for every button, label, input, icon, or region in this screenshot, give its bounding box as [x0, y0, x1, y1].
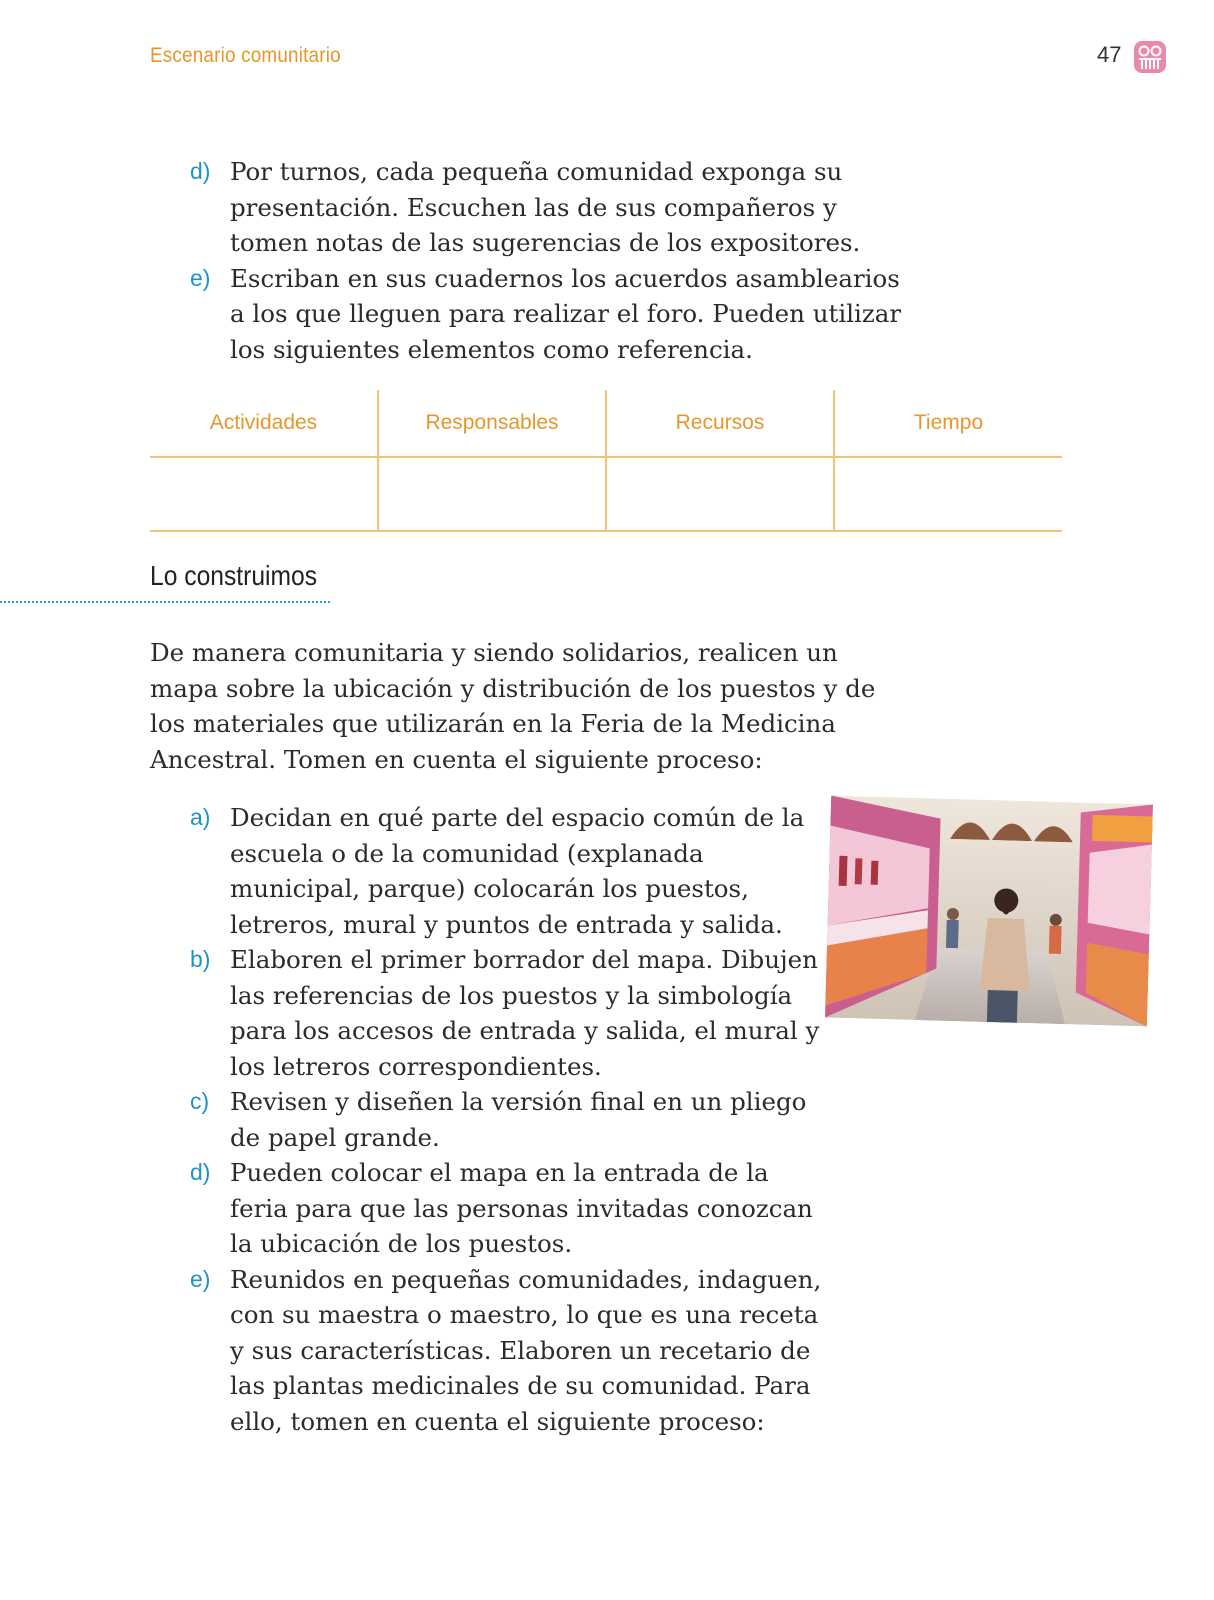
list-marker: d) [190, 158, 211, 184]
planning-table [150, 390, 1062, 532]
list-item [190, 1084, 830, 1155]
list-item [190, 800, 830, 942]
table-cell [150, 457, 378, 531]
list-item-text: Pueden colocar el mapa en la entrada de la feria para que las personas invitadas conozcan la ubicación de los puestos. [230, 1158, 813, 1258]
list-item [190, 942, 830, 1084]
table-cell [834, 457, 1062, 531]
table-cell [606, 457, 834, 531]
table-header-activities: Actividades [150, 390, 378, 457]
page-number: 47 [1097, 42, 1122, 67]
section-divider [0, 601, 330, 603]
section-intro: De manera comunitaria y siendo solidarios, realicen un mapa sobre la ubicación y distribución de los puestos y de los materiales que utilizarán en la Feria de la Medicina Ancestral. Tomen en cuenta el siguiente proceso: [150, 638, 876, 774]
table-header-responsible: Responsables [378, 390, 606, 457]
table-header-row [150, 390, 1062, 457]
glyph-icon [1133, 40, 1167, 74]
list-marker: c) [190, 1088, 210, 1114]
list-item-text: Decidan en qué parte del espacio común de la escuela o de la comunidad (explanada municipal, parque) colocarán los puestos, letreros, mural y puntos de entrada y salida. [230, 803, 805, 939]
list-marker: e) [190, 1265, 211, 1292]
list-marker: a) [190, 804, 211, 830]
table-cell [378, 457, 606, 531]
list-item-text: Revisen y diseñen la versión final en un pliego de papel grande. [230, 1087, 807, 1152]
list-item-text: Escriban en sus cuadernos los acuerdos asamblearios a los que lleguen para realizar el foro. Pueden utilizar los siguientes elementos como referencia. [230, 263, 902, 364]
list-marker: d) [190, 1159, 211, 1185]
list-item [190, 154, 910, 261]
table-header-time: Tiempo [834, 390, 1062, 457]
activity-list-first [190, 154, 910, 367]
list-item [190, 1262, 830, 1440]
table-header-resources: Recursos [606, 390, 834, 457]
list-item [190, 261, 910, 368]
activity-list-second [190, 800, 830, 1439]
list-marker: b) [190, 946, 211, 972]
list-item-text: Por turnos, cada pequeña comunidad exponga su presentación. Escuchen las de sus compañeros y tomen notas de las sugerencias de los expositores. [230, 157, 861, 257]
list-item-text: Elaboren el primer borrador del mapa. Dibujen las referencias de los puestos y la simbología para los accesos de entrada y salida, el mural y los letreros correspondientes. [230, 945, 820, 1081]
list-marker: e) [190, 264, 211, 291]
header-title: Escenario comunitario [150, 44, 341, 67]
list-item-text: Reunidos en pequeñas comunidades, indaguen, con su maestra o maestro, lo que es una receta y sus características. Elaboren un recetario de las plantas medicinales de su comunidad. Para ello, tomen en cuenta el siguiente proceso: [230, 1264, 822, 1436]
table-row [150, 457, 1062, 531]
list-item [190, 1155, 830, 1262]
section-title: Lo construimos [150, 560, 318, 591]
market-photo [825, 796, 1153, 1027]
